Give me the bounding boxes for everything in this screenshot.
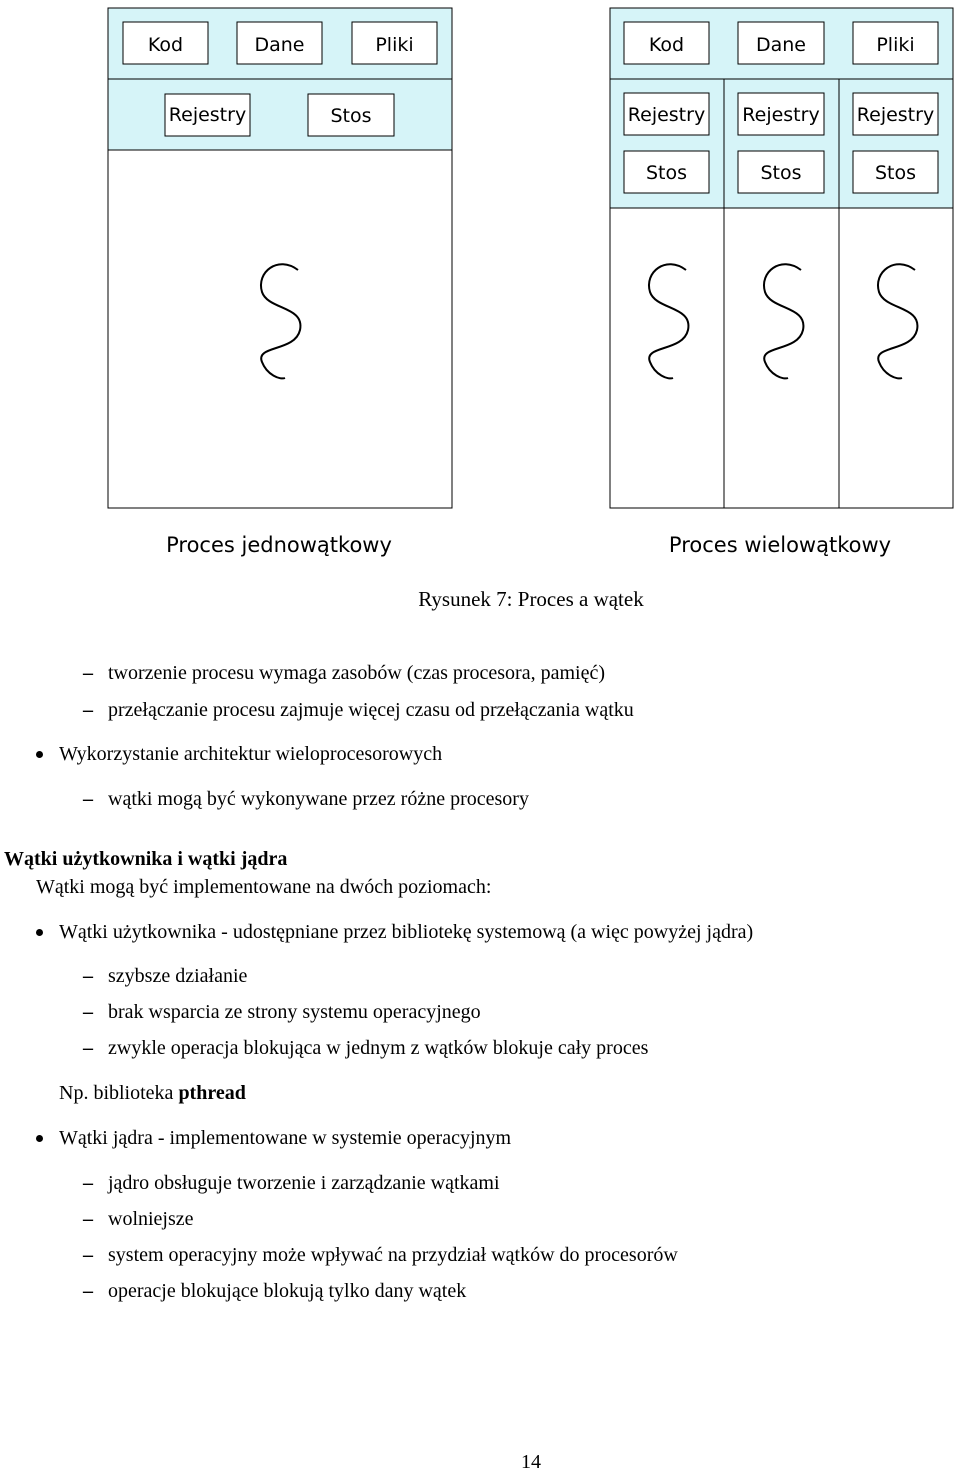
dash-marker: – — [83, 699, 93, 721]
page-number: 14 — [521, 1451, 541, 1473]
intro-item-4-text: wątki mogą być wykonywane przez różne procesory — [108, 788, 529, 810]
user-threads-title: Wątki użytkownika - udostępniane przez bibliotekę systemową (a więc powyżej jądra) — [59, 921, 754, 943]
single-registers-label: Rejestry — [168, 104, 247, 126]
single-data-label: Dane — [254, 34, 305, 56]
multi-registers-label-1: Rejestry — [627, 104, 706, 126]
intro-item-2 — [83, 698, 634, 722]
dash-marker: – — [83, 1037, 93, 1059]
multi-registers-label-2: Rejestry — [742, 104, 820, 126]
single-code-label: Kod — [147, 34, 184, 56]
intro-item-2-text: przełączanie procesu zajmuje więcej czasu od przełączania wątku — [108, 699, 634, 721]
kernel-threads-item-1-text: jądro obsługuje tworzenie i zarządzanie wątkami — [108, 1172, 500, 1194]
kernel-threads-item-3 — [83, 1243, 678, 1267]
multi-data-label: Dane — [755, 34, 807, 56]
dash-marker: – — [83, 965, 93, 987]
kernel-threads-title: Wątki jądra - implementowane w systemie operacyjnym — [59, 1127, 512, 1149]
multi-thread-process — [610, 8, 953, 508]
multi-files-label: Pliki — [876, 34, 915, 56]
dash-marker: – — [83, 662, 93, 684]
intro-item-4 — [83, 787, 529, 811]
user-threads-item-2 — [83, 1000, 481, 1024]
single-stack-label: Stos — [330, 105, 372, 127]
dash-marker: – — [83, 1172, 93, 1194]
user-threads-item-2-text: brak wsparcia ze strony systemu operacyjnego — [108, 1001, 481, 1023]
single-files-label: Pliki — [375, 34, 414, 56]
figure-caption: Rysunek 7: Proces a wątek — [418, 587, 644, 611]
kernel-threads-item-2-text: wolniejsze — [108, 1208, 194, 1230]
dash-marker: – — [83, 1208, 93, 1230]
section-heading: Wątki użytkownika i wątki jądra — [4, 848, 288, 870]
intro-item-3-text: Wykorzystanie architektur wieloprocesorowych — [59, 743, 443, 765]
example-prefix: Np. biblioteka — [59, 1082, 179, 1104]
user-threads-item-3-text: zwykle operacja blokująca w jednym z wątków blokuje cały proces — [108, 1037, 649, 1059]
user-threads-item-1-text: szybsze działanie — [108, 965, 248, 987]
dash-marker: – — [83, 1280, 93, 1302]
single-process-label: Proces jednowątkowy — [166, 533, 392, 557]
process-thread-diagram — [0, 0, 960, 580]
kernel-threads-item-3-text: system operacyjny może wpływać na przydział wątków do procesorów — [108, 1244, 678, 1266]
kernel-threads-item-2 — [83, 1207, 194, 1231]
multi-stack-label-3: Stos — [874, 162, 917, 184]
intro-item-1 — [83, 661, 605, 685]
dash-marker: – — [83, 1244, 93, 1266]
dash-marker: – — [83, 788, 93, 810]
kernel-threads-item-4-text: operacje blokujące blokują tylko dany wątek — [108, 1280, 467, 1302]
section-intro: Wątki mogą być implementowane na dwóch poziomach: — [36, 876, 492, 898]
multi-code-label: Kod — [648, 34, 685, 56]
example-library-name: pthread — [178, 1082, 246, 1104]
bullet-icon — [36, 1135, 43, 1142]
user-threads-item-3 — [83, 1036, 649, 1060]
intro-item-1-text: tworzenie procesu wymaga zasobów (czas procesora, pamięć) — [108, 662, 605, 684]
user-threads-example — [59, 1081, 246, 1105]
multi-stack-label-1: Stos — [645, 162, 688, 184]
single-thread-process — [108, 8, 452, 508]
multi-stack-label-2: Stos — [760, 162, 802, 184]
kernel-threads-item-1 — [83, 1171, 500, 1195]
multi-process-label: Proces wielowątkowy — [668, 533, 892, 557]
multi-registers-label-3: Rejestry — [856, 104, 935, 126]
user-threads-item-1 — [83, 964, 248, 988]
dash-marker: – — [83, 1001, 93, 1023]
bullet-icon — [36, 751, 43, 758]
kernel-threads-item-4 — [83, 1279, 467, 1303]
bullet-icon — [36, 929, 43, 936]
